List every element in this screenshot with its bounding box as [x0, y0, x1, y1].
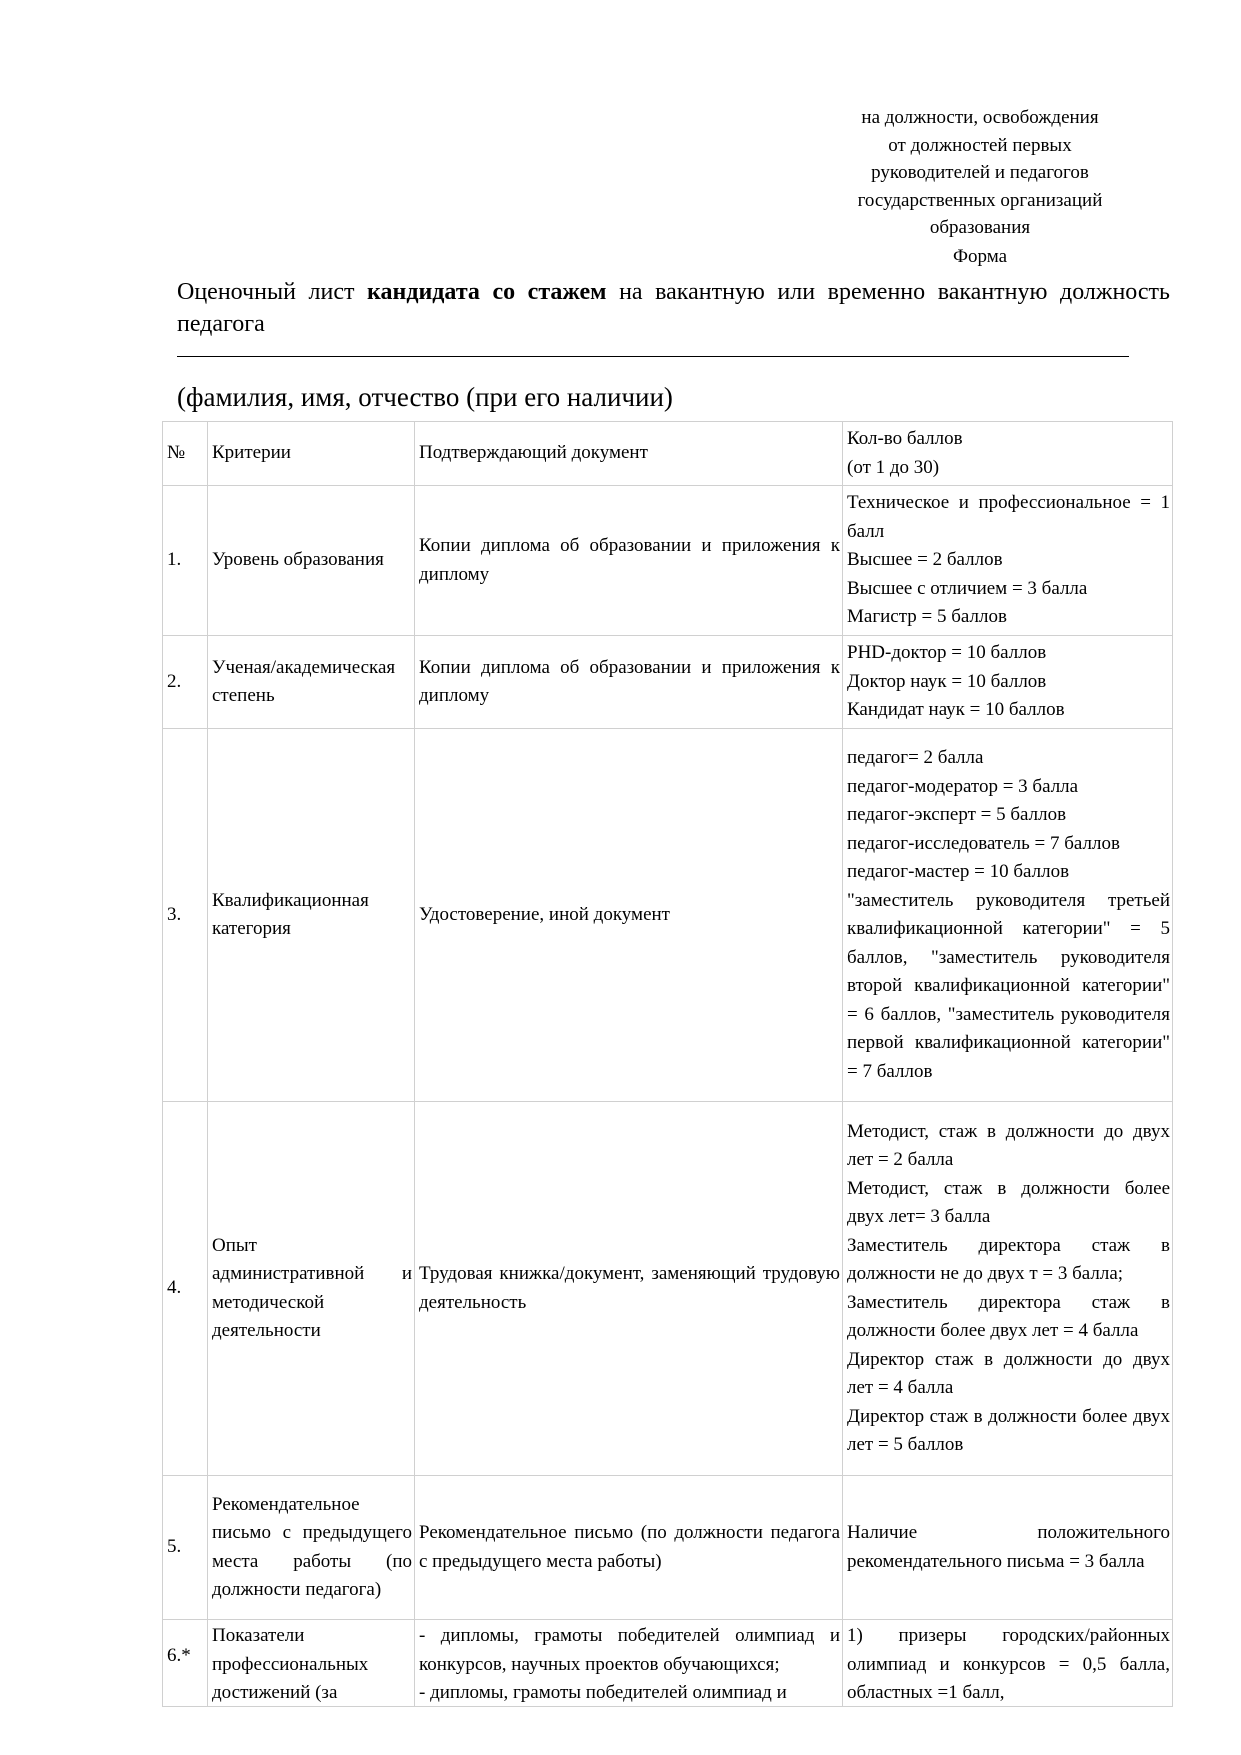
header-points-line: Кол-во баллов: [847, 428, 963, 449]
points-line: педагог-модератор = 3 балла: [847, 775, 1079, 797]
row-document: Трудовая книжка/документ, заменяющий трудовую деятельность: [415, 1102, 843, 1476]
row-criteria: Опыт административной и методической деятельности: [208, 1102, 415, 1476]
row-document: Копии диплома об образовании и приложения к диплому: [415, 636, 843, 729]
points-line: Техническое и профессиональное = 1 балл: [847, 492, 1170, 542]
evaluation-table: [162, 421, 1173, 1707]
title-part1: Оценочный лист: [177, 279, 368, 305]
row-points: [843, 636, 1173, 729]
document-line: - дипломы, грамоты победителей олимпиад и: [419, 1682, 787, 1703]
table-row: [163, 729, 1173, 1102]
header-document: Подтверждающий документ: [415, 422, 843, 486]
row-num-text: 6.*: [167, 1645, 191, 1666]
document-line: - дипломы, грамоты победителей олимпиад и конкурсов, научных проектов обучающихся;: [419, 1625, 840, 1675]
points-line: Директор стаж в должности более двух лет = 5 баллов: [847, 1405, 1170, 1455]
table-header-row: [163, 422, 1173, 486]
header-criteria: Критерии: [208, 422, 415, 486]
title-part2: на вакантную или временно вакантную должность педагога: [177, 279, 1170, 337]
fio-caption: (фамилия, имя, отчество (при его наличии): [177, 382, 673, 412]
points-line: Наличие положительного рекомендательного письма = 3 балла: [847, 1522, 1170, 1572]
table-row: [163, 486, 1173, 636]
points-line: "заместитель руководителя третьей квалификационной категории" = 5 баллов, "заместитель руководителя второй квалификационной категории" = 6 баллов, "заместитель руководителя первой квалификационной категории" = 7 баллов: [847, 889, 1170, 1082]
points-line: Доктор наук = 10 баллов: [847, 670, 1047, 692]
header-points: [843, 422, 1173, 486]
row-criteria: Ученая/академическая степень: [208, 636, 415, 729]
points-line: 1) призеры городских/районных олимпиад и конкурсов = 0,5 балла, областных =1 балл,: [847, 1625, 1170, 1703]
row-criteria: Квалификационная категория: [208, 729, 415, 1102]
page-title: [177, 276, 1170, 340]
row-criteria: [208, 1620, 415, 1707]
row-criteria: Рекомендательное письмо с предыдущего места работы (по должности педагога): [208, 1476, 415, 1620]
row-document-lines: [419, 1622, 840, 1704]
points-line: педагог-эксперт = 5 баллов: [847, 804, 1067, 825]
row-criteria-text: Показатели профессиональных достижений (за: [212, 1625, 369, 1703]
table-row: [163, 1620, 1173, 1707]
row-document: [415, 1620, 843, 1707]
points-line: Заместитель директора стаж в должности не до двух т = 3 балла;: [847, 1234, 1170, 1284]
points-line: PHD-доктор = 10 баллов: [847, 642, 1047, 664]
points-line: Методист, стаж в должности более двух лет= 3 балла: [847, 1177, 1170, 1227]
points-line: Кандидат наук = 10 баллов: [847, 699, 1065, 721]
points-line: Высшее = 2 баллов: [847, 549, 1003, 571]
table-row: [163, 1102, 1173, 1476]
row-points: [843, 729, 1173, 1102]
header-points-line: (от 1 до 30): [847, 456, 940, 478]
row-num: 4.: [163, 1102, 208, 1476]
points-line: педагог= 2 балла: [847, 747, 984, 768]
row-num: 5.: [163, 1476, 208, 1620]
fio-underline: [177, 356, 1129, 357]
table-row: [163, 636, 1173, 729]
header-block: [820, 104, 1140, 242]
header-line: образования: [929, 217, 1031, 238]
row-document: Рекомендательное письмо (по должности педагога с предыдущего места работы): [415, 1476, 843, 1620]
table-row: [163, 1476, 1173, 1620]
row-points: [843, 486, 1173, 636]
points-line: Методист, стаж в должности до двух лет = 2 балла: [847, 1120, 1170, 1170]
row-criteria: Уровень образования: [208, 486, 415, 636]
header-line: на должности, освобождения: [861, 107, 1099, 128]
row-num: 1.: [163, 486, 208, 636]
header-line: государственных организаций: [857, 189, 1103, 211]
row-document: Удостоверение, иной документ: [415, 729, 843, 1102]
form-label: Форма: [952, 246, 1008, 267]
header-line: от должностей первых: [888, 134, 1072, 156]
row-points: [843, 1620, 1173, 1707]
title-bold: кандидата со стажем: [367, 279, 607, 305]
row-num: 3.: [163, 729, 208, 1102]
header-num: №: [163, 422, 208, 486]
row-document: Копии диплома об образовании и приложения к диплому: [415, 486, 843, 636]
row-num: 2.: [163, 636, 208, 729]
row-points-lines: [847, 1622, 1170, 1704]
row-points: [843, 1476, 1173, 1620]
points-line: Директор стаж в должности до двух лет = 4 балла: [847, 1348, 1170, 1398]
header-line: руководителей и педагогов: [871, 162, 1089, 183]
points-line: Магистр = 5 баллов: [847, 606, 1007, 628]
points-line: Заместитель директора стаж в должности более двух лет = 4 балла: [847, 1291, 1170, 1341]
row-num: [163, 1620, 208, 1707]
points-line: педагог-мастер = 10 баллов: [847, 861, 1070, 882]
points-line: Высшее с отличием = 3 балла: [847, 577, 1088, 599]
points-line: педагог-исследователь = 7 баллов: [847, 832, 1120, 854]
row-points: [843, 1102, 1173, 1476]
